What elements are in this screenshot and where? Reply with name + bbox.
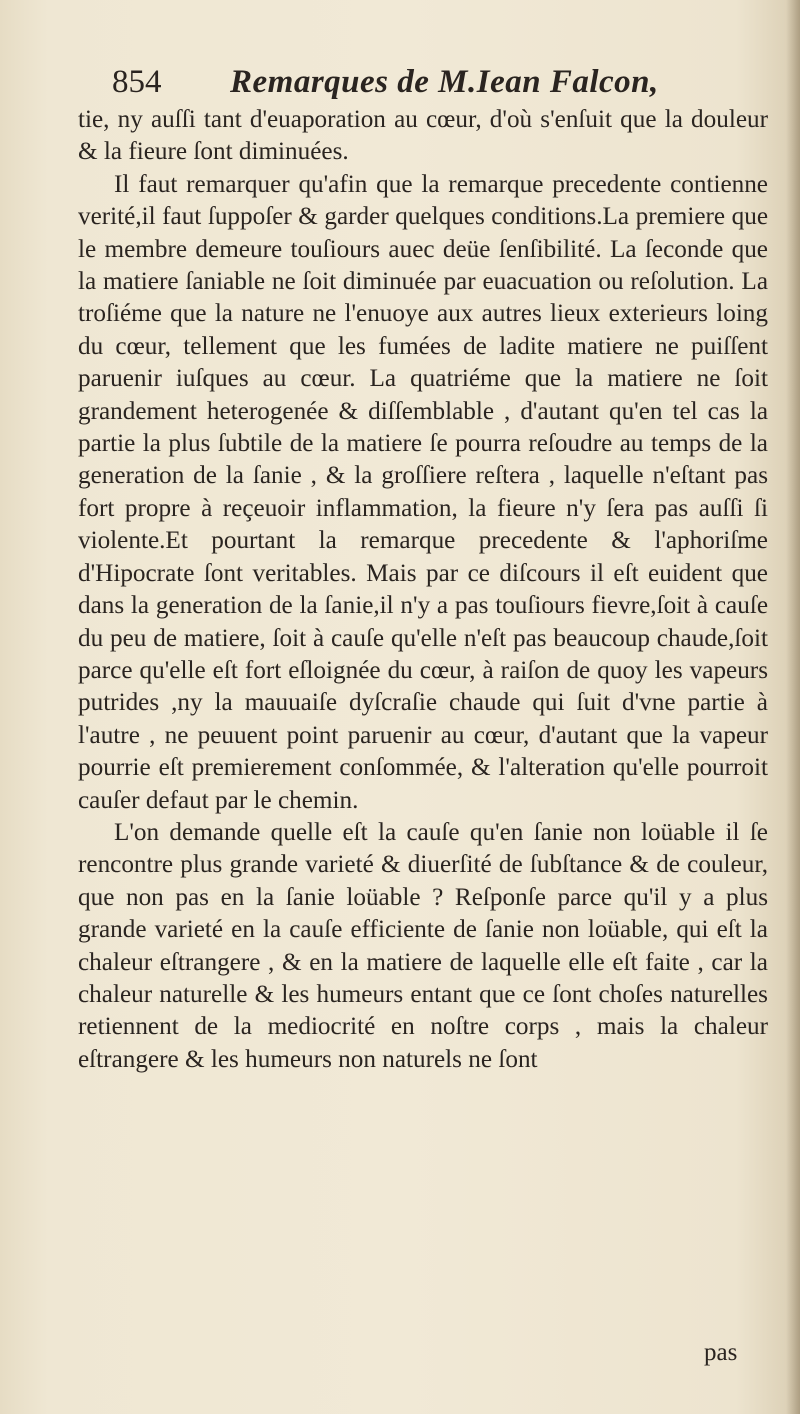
body-text (78, 104, 768, 1076)
paragraph-question: L'on demande quelle eſt la cauſe qu'en ſanie non loüable il ſe rencontre plus grande varieté & diuerſité de ſubſtance & de couleur, que non pas en la ſanie loüable ? Reſponſe parce qu'il y a plus grande varieté en la cauſe efficiente de ſanie non loüable, qui eſt la chaleur eſtrangere , & en la matiere de laquelle elle eſt faite , car la chaleur naturelle & les humeurs entant que ce ſont choſes naturelles retiennent de la mediocrité en noſtre corps , mais la chaleur eſtrangere & les humeurs non naturels ne ſont (78, 818, 768, 1073)
page-number: 854 (112, 64, 162, 100)
paragraph-conditions: Il faut remarquer qu'afin que la remarque precedente contienne verité,il faut ſuppoſer & garder quelques conditions.La premiere que le membre demeure touſiours auec deüe ſenſibilité. La ſeconde que la matiere ſaniable ne ſoit diminuée par euacuation ou reſolution. La troſiéme que la nature ne l'enuoye aux autres lieux exterieurs loing du cœur, tellement que les fumées de ladite matiere ne puiſſent paruenir iuſques au cœur. La quatriéme que la matiere ne ſoit grandement heterogenée & diſſemblable , d'autant qu'en tel cas la partie la plus ſubtile de la matiere ſe pourra reſoudre au temps de la generation de la ſanie , & la groſſiere reſtera , laquelle n'eſtant pas fort propre à reçeuoir inflammation, la fieure n'y ſera pas auſſi ſi violente.Et pourtant la remarque precedente & l'aphoriſme d'Hipocrate ſont veritables. Mais par ce diſcours il eſt euident que dans la generation de la ſanie,il n'y a pas touſiours fievre,ſoit à cauſe du peu de matiere, ſoit à cauſe qu'elle n'eſt pas beaucoup chaude,ſoit parce qu'elle eſt fort eſloignée du cœur, à raiſon de quoy les vapeurs putrides ,ny la mauuaiſe dyſcraſie chaude qui ſuit d'vne partie à l'autre , ne peuuent point paruenir au cœur, d'autant que la vapeur pourrie eſt premierement conſommée, & l'alteration qu'elle pourroit cauſer defaut par le chemin. (78, 170, 768, 814)
running-title: Remarques de M.Iean Falcon, (230, 64, 659, 100)
page-header (112, 62, 762, 102)
paragraph-continuation: tie, ny auſſi tant d'euaporation au cœur, d'où s'enſuit que la douleur & la fieure ſont diminuées. (78, 106, 768, 166)
page-edge-shadow (786, 0, 800, 1414)
catchword: pas (704, 1339, 738, 1366)
